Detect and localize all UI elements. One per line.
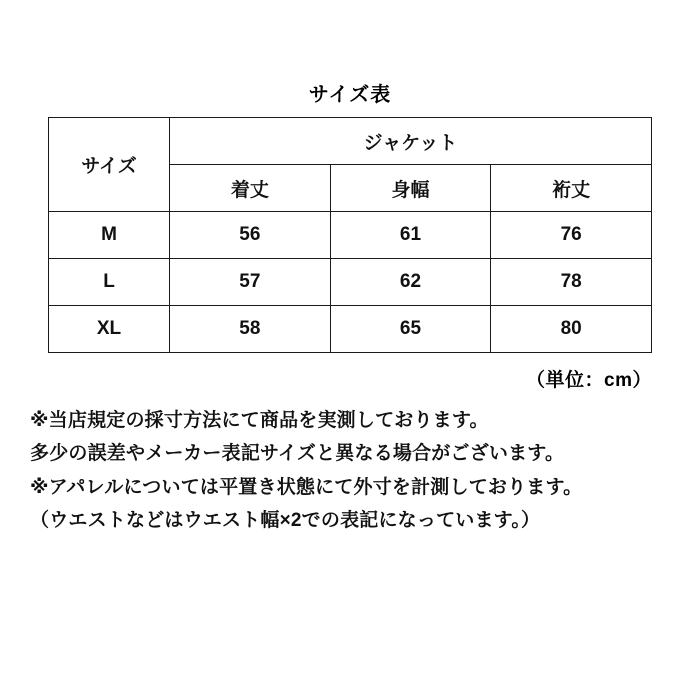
note-line: ※当店規定の採寸方法にて商品を実測しております。 — [30, 410, 489, 431]
notes-block — [30, 398, 670, 537]
row-value-width: 65 — [330, 306, 491, 353]
row-value-width: 61 — [330, 212, 491, 259]
row-value-length: 57 — [170, 259, 331, 306]
row-size-label: XL — [49, 306, 170, 353]
header-size-label: サイズ — [49, 118, 170, 212]
row-size-label: M — [49, 212, 170, 259]
row-value-width: 62 — [330, 259, 491, 306]
row-value-length: 58 — [170, 306, 331, 353]
header-sub-length: 着丈 — [170, 165, 331, 212]
note-line: 多少の誤差やメーカー表記サイズと異なる場合がございます。 — [30, 443, 565, 465]
row-value-sleeve: 76 — [491, 212, 652, 259]
size-table — [48, 117, 652, 353]
header-sub-sleeve: 裄丈 — [491, 165, 652, 212]
note-line: ※アパレルについては平置き状態にて外寸を計測しております。 — [30, 476, 583, 498]
header-sub-width: 身幅 — [330, 165, 491, 212]
table-header-row-group — [49, 118, 652, 165]
table-row — [49, 259, 652, 306]
table-row — [49, 306, 652, 353]
note-line: （ウエストなどはウエスト幅×2での表記になっています。） — [30, 509, 541, 531]
row-value-length: 56 — [170, 212, 331, 259]
row-size-label: L — [49, 259, 170, 306]
row-value-sleeve: 78 — [491, 259, 652, 306]
table-row — [49, 212, 652, 259]
unit-note: （単位：cm） — [526, 370, 652, 391]
header-group-jacket: ジャケット — [170, 118, 652, 165]
page-title: サイズ表 — [308, 84, 392, 106]
row-value-sleeve: 80 — [491, 306, 652, 353]
